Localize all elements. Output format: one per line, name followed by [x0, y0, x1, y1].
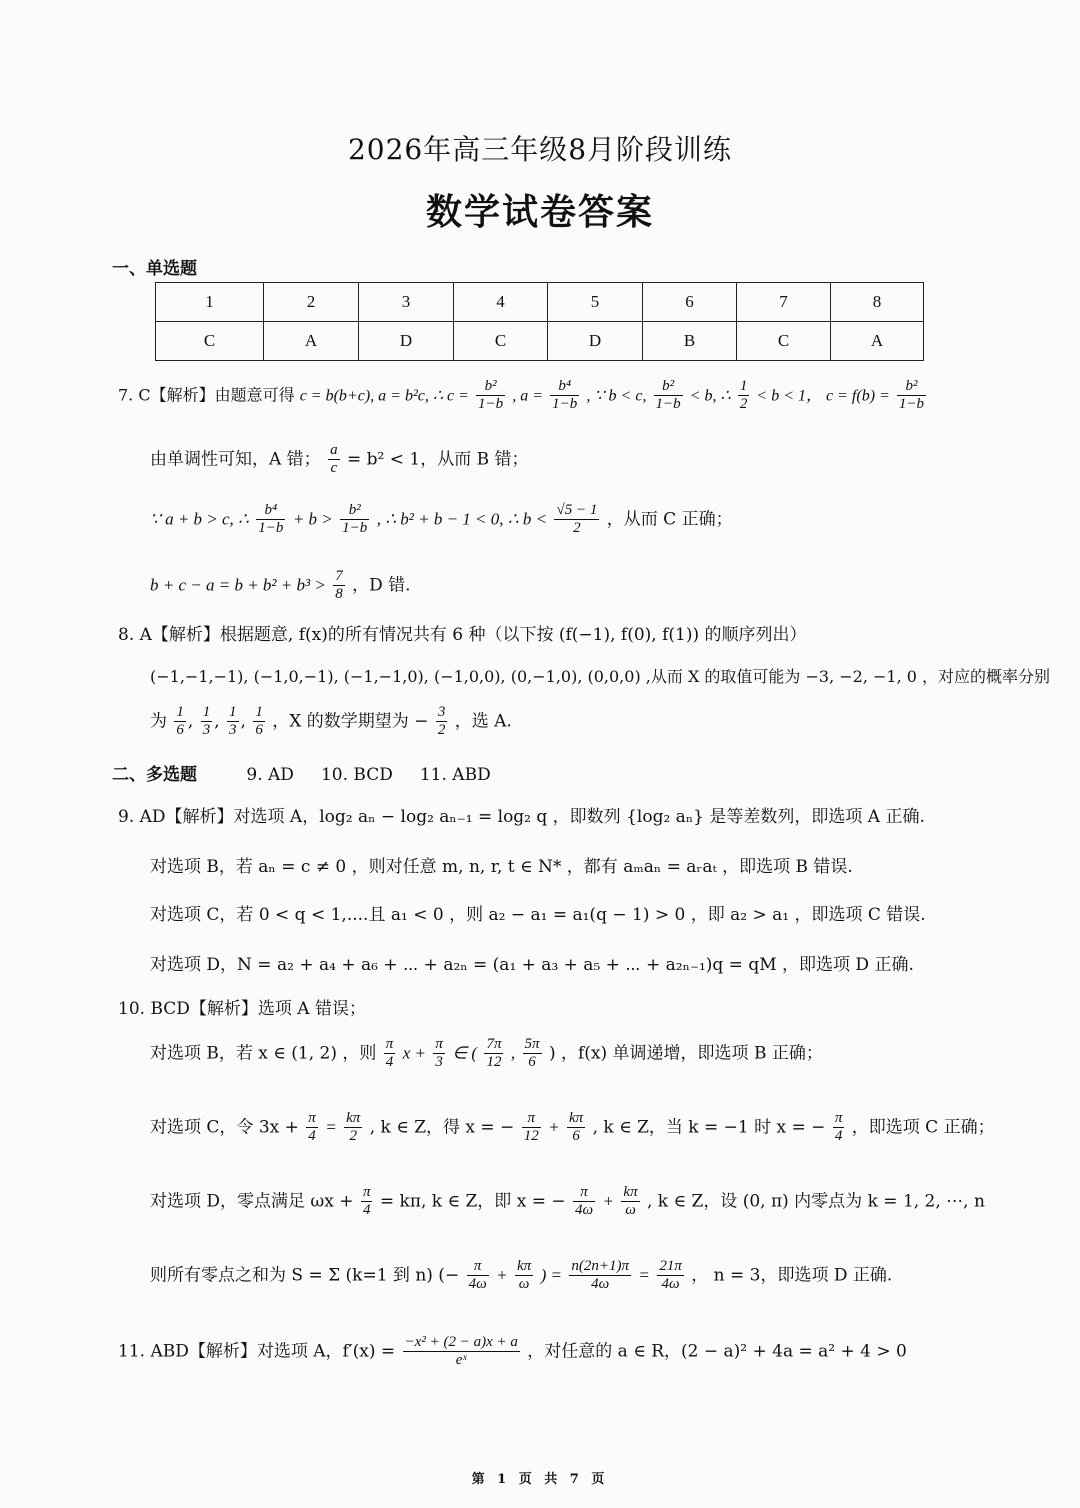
- exam-title: 2026年高三年级8月阶段训练: [347, 133, 733, 166]
- text: 对选项 B，若 x ∈ (1, 2) ，则: [150, 1043, 377, 1064]
- denominator: 4ω: [591, 1276, 610, 1293]
- denominator: 6: [176, 722, 184, 739]
- question-number: 3: [359, 283, 454, 322]
- numerator: a: [328, 442, 340, 460]
- math: + b >: [292, 509, 333, 529]
- section-heading-multi-choice: 二、多选题: [112, 765, 197, 785]
- denominator: 2: [573, 520, 581, 537]
- numerator: b²: [340, 502, 369, 520]
- fraction: [654, 378, 683, 414]
- numerator: b⁴: [550, 378, 579, 396]
- q9-line-4: 对选项 D，N = a₂ + a₄ + a₆ + ⋯ + a₂ₙ = (a₁ + a₃ + a₅ + ⋯ + a₂ₙ₋₁)q = qM ，即选项 D 正确.: [150, 955, 914, 975]
- section-heading-single-choice: 一、单选题: [112, 259, 197, 279]
- fraction: [476, 378, 505, 414]
- exam-subtitle: 数学试卷答案: [425, 191, 654, 233]
- math: ∵ a + b > c, ∴: [150, 509, 249, 529]
- fraction: [328, 442, 340, 478]
- numerator: 7: [333, 568, 345, 586]
- question-number: 2: [264, 283, 359, 322]
- answer-table-answer-row: [156, 322, 924, 361]
- page-footer: 第 1 页 共 7 页: [471, 1472, 609, 1487]
- answer-table-number-row: [156, 283, 924, 322]
- fraction: [657, 1258, 684, 1294]
- denominator: 2: [349, 1128, 357, 1145]
- fraction: [361, 1184, 373, 1220]
- q10-line-1: 10. BCD【解析】选项 A 错误；: [118, 999, 366, 1019]
- text: 11. ABD【解析】对选项 A，f′(x) =: [118, 1341, 396, 1362]
- text: ，即选项 C 正确；: [851, 1117, 995, 1138]
- numerator: π: [833, 1110, 845, 1128]
- numerator: 1: [174, 704, 186, 722]
- text: , k ∈ Z，得 x = −: [369, 1117, 515, 1138]
- fraction: [174, 704, 186, 740]
- math: b + c − a = b + b² + b³ >: [150, 575, 326, 595]
- denominator: 1−b: [258, 520, 284, 537]
- denominator: 4: [308, 1128, 316, 1145]
- fraction: [227, 704, 239, 740]
- text: 对选项 C，令 3x +: [150, 1117, 299, 1138]
- denominator: 2: [437, 722, 446, 739]
- numerator: 3: [436, 704, 448, 722]
- q7-line-4: [150, 568, 411, 604]
- denominator: 1−b: [552, 396, 578, 413]
- fraction: [253, 704, 265, 740]
- numerator: kπ: [515, 1258, 533, 1276]
- math: < b, ∴: [689, 387, 731, 405]
- q8-line-3: 为 $\frac{1}{6}$ , $\frac{1}{3}$ , $\frac{1}{3}$ , $\frac{1}{6}$ ，X 的数学期望为 − $\frac{3}{2}$ ，选 A.: [150, 704, 512, 739]
- numerator: 1: [253, 704, 265, 722]
- fraction: [384, 1036, 396, 1072]
- text: = kπ, k ∈ Z，即 x = −: [379, 1191, 566, 1212]
- q10-line-4: [150, 1184, 985, 1220]
- denominator: 1−b: [478, 396, 504, 413]
- numerator: 21π: [657, 1258, 684, 1276]
- math: =: [325, 1117, 337, 1137]
- math: +: [602, 1191, 614, 1211]
- fraction: [340, 502, 369, 538]
- answer-cell: C: [737, 322, 831, 361]
- fraction: [436, 704, 448, 740]
- answer-cell: D: [548, 322, 643, 361]
- fraction: [306, 1110, 318, 1146]
- numerator: π: [384, 1036, 396, 1054]
- numerator: n(2n+1)π: [569, 1258, 631, 1276]
- fraction: [333, 568, 345, 604]
- fraction: [201, 704, 213, 740]
- numerator: π: [573, 1184, 595, 1202]
- q11-line-1: [118, 1334, 907, 1370]
- numerator: π: [467, 1258, 489, 1276]
- denominator: 12: [523, 1128, 539, 1145]
- denominator: 6: [528, 1054, 536, 1071]
- denominator: 12: [486, 1054, 502, 1071]
- denominator: 4: [362, 1202, 371, 1219]
- fraction: [523, 1036, 542, 1072]
- numerator: 1: [227, 704, 239, 722]
- fraction: [550, 378, 579, 414]
- q7-line-3: [150, 502, 733, 538]
- text: = b² < 1，从而 B 错；: [347, 449, 529, 470]
- text: ，D 错.: [352, 575, 411, 596]
- numerator: kπ: [567, 1110, 585, 1128]
- text: 为: [150, 711, 167, 732]
- math: < b < 1， c = f(b) =: [756, 387, 890, 405]
- math: x +: [402, 1043, 426, 1063]
- q8-line-1: 8. A【解析】根据题意, f(x)的所有情况共有 6 种（以下按 (f(−1), f(0), f(1)) 的顺序列出）: [118, 625, 807, 645]
- numerator: kπ: [621, 1184, 639, 1202]
- math: , ∵ b < c,: [586, 387, 647, 405]
- denominator: 1−b: [342, 520, 368, 537]
- text: , k ∈ Z，设 (0, π) 内零点为 k = 1, 2, ⋯, n: [647, 1191, 985, 1212]
- q7-line-2: [150, 442, 529, 478]
- fraction: [484, 1036, 503, 1072]
- denominator: 4ω: [468, 1276, 487, 1293]
- denominator: 6: [255, 722, 263, 739]
- text: ，从而 C 正确；: [606, 509, 733, 530]
- text: ，选 A.: [454, 711, 512, 732]
- numerator: b²: [897, 378, 926, 396]
- numerator: π: [522, 1110, 541, 1128]
- numerator: b²: [654, 378, 683, 396]
- denominator: 3: [202, 722, 211, 739]
- fraction: [833, 1110, 845, 1146]
- math: +: [548, 1117, 560, 1137]
- numerator: kπ: [344, 1110, 362, 1128]
- numerator: 1: [201, 704, 213, 722]
- denominator: ω: [518, 1276, 530, 1293]
- question-number: 8: [831, 283, 924, 322]
- multi-choice-answers: 9. AD 10. BCD 11. ABD: [246, 765, 491, 785]
- answer-cell: D: [359, 322, 454, 361]
- denominator: 1−b: [655, 396, 681, 413]
- answer-cell: B: [643, 322, 737, 361]
- fraction: [522, 1110, 541, 1146]
- math: , a =: [512, 387, 544, 405]
- q7-line-1: [118, 378, 928, 414]
- q7-lead: 7. C【解析】由题意可得: [118, 385, 295, 405]
- fraction: [567, 1110, 585, 1146]
- numerator: b⁴: [256, 502, 285, 520]
- fraction: [554, 502, 599, 538]
- fraction: [403, 1334, 520, 1370]
- fraction: [256, 502, 285, 538]
- q9-line-2: 对选项 B，若 aₙ = c ≠ 0 ，则对任意 m, n, r, t ∈ N* ，都有 aₘaₙ = aᵣaₜ ，即选项 B 错误.: [150, 857, 853, 877]
- text: 则所有零点之和为 S = Σ (k=1 到 n) (−: [150, 1265, 460, 1286]
- denominator: eˣ: [455, 1352, 467, 1369]
- numerator: 5π: [523, 1036, 542, 1054]
- numerator: b²: [476, 378, 505, 396]
- q8-line-2: (−1,−1,−1), (−1,0,−1), (−1,−1,0), (−1,0,0), (0,−1,0), (0,0,0) ,从而 X 的取值可能为 −3, −2, −1, 0 ，对应的概率分别: [150, 667, 1051, 686]
- numerator: 1: [738, 378, 750, 396]
- fraction: [515, 1258, 533, 1294]
- question-number: 5: [548, 283, 643, 322]
- denominator: 4ω: [575, 1202, 594, 1219]
- text: , k ∈ Z，当 k = −1 时 x = −: [592, 1117, 826, 1138]
- answer-cell: C: [454, 322, 548, 361]
- math: ) =: [540, 1265, 562, 1285]
- numerator: −x² + (2 − a)x + a: [403, 1334, 520, 1352]
- fraction: [738, 378, 750, 414]
- math: ,: [510, 1043, 516, 1063]
- answer-table: [155, 282, 924, 361]
- fraction: [621, 1184, 639, 1220]
- denominator: 4ω: [661, 1276, 680, 1293]
- text: ) ，f(x) 单调递增，即选项 B 正确；: [548, 1043, 823, 1064]
- fraction: [897, 378, 926, 414]
- q9-line-1: 9. AD【解析】对选项 A，log₂ aₙ − log₂ aₙ₋₁ = log₂ q ，即数列 {log₂ aₙ} 是等差数列，即选项 A 正确.: [118, 807, 925, 827]
- denominator: 8: [335, 586, 343, 603]
- math: +: [496, 1265, 508, 1285]
- fraction: [344, 1110, 362, 1146]
- numerator: π: [361, 1184, 373, 1202]
- answer-cell: A: [264, 322, 359, 361]
- fraction: [433, 1036, 445, 1072]
- denominator: 3: [229, 722, 237, 739]
- numerator: π: [306, 1110, 318, 1128]
- numerator: 7π: [484, 1036, 503, 1054]
- answer-cell: C: [156, 322, 264, 361]
- text: 由单调性可知，A 错；: [150, 449, 321, 470]
- denominator: 4: [385, 1054, 394, 1071]
- fraction: [467, 1258, 489, 1294]
- answer-cell: A: [831, 322, 924, 361]
- fraction: [569, 1258, 631, 1294]
- text: 对选项 D，零点满足 ωx +: [150, 1191, 354, 1212]
- q9-line-3: 对选项 C，若 0 < q < 1,....且 a₁ < 0 ，则 a₂ − a₁ = a₁(q − 1) > 0 ，即 a₂ > a₁ ，即选项 C 错误.: [150, 905, 926, 925]
- numerator: π: [433, 1036, 445, 1054]
- question-number: 7: [737, 283, 831, 322]
- q10-line-2: [150, 1036, 823, 1072]
- numerator: √5 − 1: [554, 502, 599, 520]
- question-number: 6: [643, 283, 737, 322]
- math: ∈ (: [452, 1043, 478, 1063]
- q10-line-5: [150, 1258, 892, 1294]
- text: ，对任意的 a ∈ R，(2 − a)² + 4a = a² + 4 > 0: [527, 1341, 907, 1362]
- question-number: 1: [156, 283, 264, 322]
- denominator: c: [330, 460, 338, 477]
- denominator: 1−b: [898, 396, 925, 413]
- fraction: [573, 1184, 595, 1220]
- q10-line-3: [150, 1110, 995, 1146]
- question-number: 4: [454, 283, 548, 322]
- denominator: ω: [625, 1202, 636, 1219]
- math: c = b(b+c), a = b²c, ∴ c =: [299, 387, 469, 405]
- math: =: [638, 1265, 650, 1285]
- denominator: 2: [739, 396, 748, 413]
- text: ，X 的数学期望为 −: [272, 711, 429, 732]
- denominator: 3: [435, 1054, 443, 1071]
- math: , ∴ b² + b − 1 < 0, ∴ b <: [376, 509, 548, 529]
- denominator: 6: [572, 1128, 580, 1145]
- denominator: 4: [834, 1128, 843, 1145]
- text: ， n = 3，即选项 D 正确.: [691, 1265, 893, 1286]
- section-heading-multi-choice-row: [112, 760, 491, 785]
